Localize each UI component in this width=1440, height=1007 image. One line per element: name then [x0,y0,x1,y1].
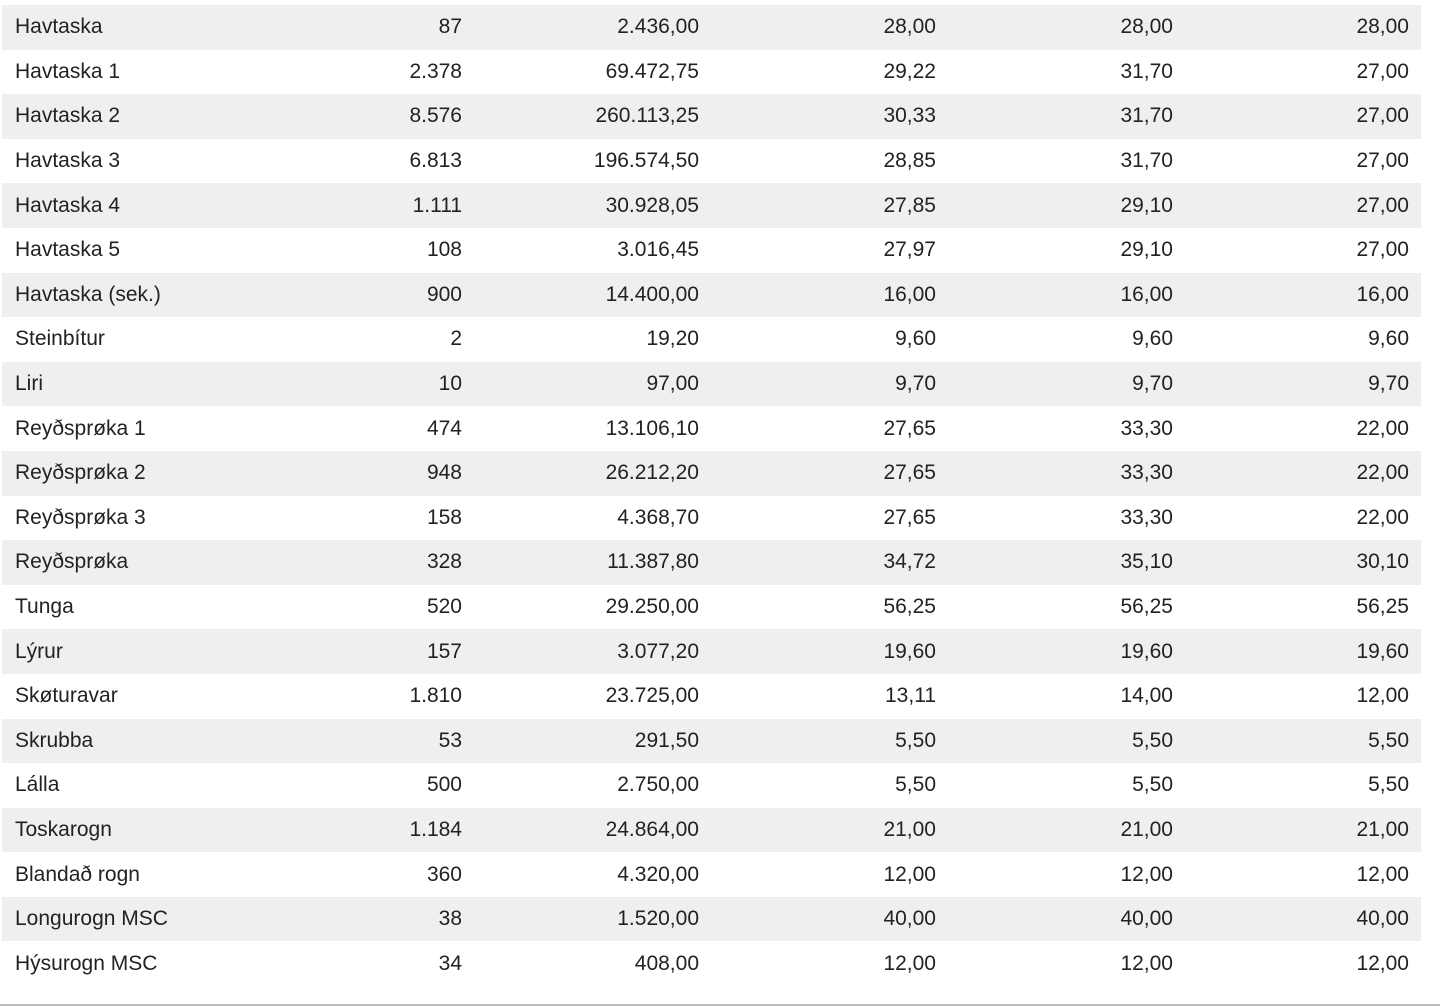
max-price: 9,70 [1132,372,1173,396]
total-value: 260.113,25 [595,104,699,128]
quantity: 948 [426,461,462,485]
total-value: 2.436,00 [617,15,699,39]
table-row [2,629,1421,674]
table-row [2,228,1421,273]
average-price: 27,65 [883,416,936,440]
table-row [2,317,1421,362]
species-name: Havtaska 1 [15,59,121,83]
min-price: 22,00 [1356,505,1409,529]
total-value: 3.077,20 [617,639,699,663]
max-price: 12,00 [1120,862,1173,886]
quantity: 474 [426,416,462,440]
quantity: 2.378 [409,59,462,83]
min-price: 27,00 [1356,238,1409,262]
average-price: 19,60 [883,639,936,663]
table-row [2,273,1421,318]
species-name: Havtaska 5 [15,238,121,262]
total-value: 30.928,05 [605,193,699,217]
average-price: 27,65 [883,505,936,529]
quantity: 10 [438,372,462,396]
quantity: 157 [426,639,462,663]
max-price: 33,30 [1120,461,1173,485]
max-price: 35,10 [1120,550,1173,574]
species-name: Lálla [15,773,60,797]
table-row [2,674,1421,719]
total-value: 291,50 [634,728,699,752]
species-name: Reyðsprøka 1 [15,416,146,440]
species-name: Skøturavar [15,684,118,708]
average-price: 27,65 [883,461,936,485]
min-price: 27,00 [1356,59,1409,83]
min-price: 16,00 [1356,282,1409,306]
total-value: 3.016,45 [617,238,699,262]
quantity: 1.184 [409,817,462,841]
average-price: 28,85 [883,149,936,173]
total-value: 196.574,50 [593,149,699,173]
average-price: 56,25 [883,595,936,619]
total-value: 14.400,00 [605,282,699,306]
average-price: 29,22 [883,59,936,83]
average-price: 28,00 [883,15,936,39]
total-value: 69.472,75 [605,59,699,83]
species-name: Skrubba [15,728,94,752]
min-price: 22,00 [1356,416,1409,440]
min-price: 12,00 [1356,862,1409,886]
price-table [2,5,1421,986]
quantity: 520 [426,595,462,619]
total-value: 1.520,00 [617,907,699,931]
max-price: 29,10 [1120,238,1173,262]
max-price: 12,00 [1120,951,1173,975]
species-name: Lýrur [15,639,63,663]
quantity: 108 [426,238,462,262]
max-price: 31,70 [1120,59,1173,83]
average-price: 34,72 [883,550,936,574]
table-row [2,362,1421,407]
average-price: 13,11 [885,684,936,708]
min-price: 9,60 [1368,327,1409,351]
species-name: Toskarogn [15,817,112,841]
average-price: 16,00 [883,282,936,306]
min-price: 30,10 [1356,550,1409,574]
max-price: 5,50 [1132,728,1173,752]
table-row [2,585,1421,630]
min-price: 27,00 [1356,104,1409,128]
quantity: 8.576 [409,104,462,128]
table-row [2,50,1421,95]
species-name: Tunga [15,595,74,619]
max-price: 29,10 [1120,193,1173,217]
total-value: 11.387,80 [607,550,699,574]
table-row [2,897,1421,942]
quantity: 1.111 [412,193,462,217]
table-row [2,406,1421,451]
quantity: 6.813 [409,149,462,173]
quantity: 900 [426,282,462,306]
total-value: 24.864,00 [605,817,699,841]
average-price: 12,00 [883,862,936,886]
table-bottom-divider [0,1004,1440,1006]
table-row [2,139,1421,184]
table-row [2,941,1421,986]
species-name: Reyðsprøka 3 [15,505,146,529]
species-name: Reyðsprøka [15,550,129,574]
quantity: 500 [426,773,462,797]
max-price: 14,00 [1120,684,1173,708]
average-price: 27,97 [883,238,936,262]
species-name: Longurogn MSC [15,907,168,931]
species-name: Steinbítur [15,327,105,351]
max-price: 19,60 [1120,639,1173,663]
table-row [2,540,1421,585]
total-value: 19,20 [646,327,699,351]
max-price: 31,70 [1120,149,1173,173]
min-price: 21,00 [1356,817,1409,841]
species-name: Havtaska (sek.) [15,282,161,306]
max-price: 33,30 [1120,505,1173,529]
total-value: 2.750,00 [617,773,699,797]
table-row [2,5,1421,50]
quantity: 87 [438,15,462,39]
total-value: 23.725,00 [605,684,699,708]
min-price: 19,60 [1356,639,1409,663]
species-name: Havtaska [15,15,103,39]
max-price: 5,50 [1132,773,1173,797]
average-price: 5,50 [895,773,936,797]
total-value: 408,00 [634,951,699,975]
quantity: 34 [438,951,462,975]
table-row [2,451,1421,496]
total-value: 29.250,00 [605,595,699,619]
species-name: Havtaska 3 [15,149,121,173]
table-row [2,183,1421,228]
max-price: 21,00 [1120,817,1173,841]
quantity: 158 [426,505,462,529]
table-row [2,763,1421,808]
min-price: 12,00 [1356,951,1409,975]
total-value: 13.106,10 [605,416,699,440]
table-row [2,496,1421,541]
average-price: 5,50 [895,728,936,752]
total-value: 26.212,20 [605,461,699,485]
max-price: 9,60 [1132,327,1173,351]
quantity: 38 [438,907,462,931]
average-price: 21,00 [883,817,936,841]
total-value: 97,00 [646,372,699,396]
min-price: 27,00 [1356,149,1409,173]
min-price: 27,00 [1356,193,1409,217]
species-name: Havtaska 4 [15,193,121,217]
min-price: 9,70 [1368,372,1409,396]
total-value: 4.368,70 [617,505,699,529]
table-row [2,719,1421,764]
quantity: 328 [426,550,462,574]
min-price: 40,00 [1356,907,1409,931]
average-price: 12,00 [883,951,936,975]
table-row [2,808,1421,853]
max-price: 28,00 [1120,15,1173,39]
max-price: 31,70 [1120,104,1173,128]
average-price: 9,70 [895,372,936,396]
quantity: 2 [450,327,462,351]
max-price: 40,00 [1120,907,1173,931]
species-name: Hýsurogn MSC [15,951,158,975]
min-price: 56,25 [1356,595,1409,619]
min-price: 28,00 [1356,15,1409,39]
max-price: 33,30 [1120,416,1173,440]
quantity: 53 [438,728,462,752]
species-name: Liri [15,372,44,396]
average-price: 27,85 [883,193,936,217]
species-name: Havtaska 2 [15,104,121,128]
min-price: 5,50 [1368,773,1409,797]
average-price: 30,33 [883,104,936,128]
quantity: 1.810 [409,684,462,708]
table-row [2,852,1421,897]
max-price: 16,00 [1120,282,1173,306]
quantity: 360 [426,862,462,886]
species-name: Blandað rogn [15,862,140,886]
average-price: 9,60 [895,327,936,351]
max-price: 56,25 [1120,595,1173,619]
table-row [2,94,1421,139]
min-price: 22,00 [1356,461,1409,485]
total-value: 4.320,00 [617,862,699,886]
species-name: Reyðsprøka 2 [15,461,146,485]
min-price: 12,00 [1356,684,1409,708]
average-price: 40,00 [883,907,936,931]
min-price: 5,50 [1368,728,1409,752]
